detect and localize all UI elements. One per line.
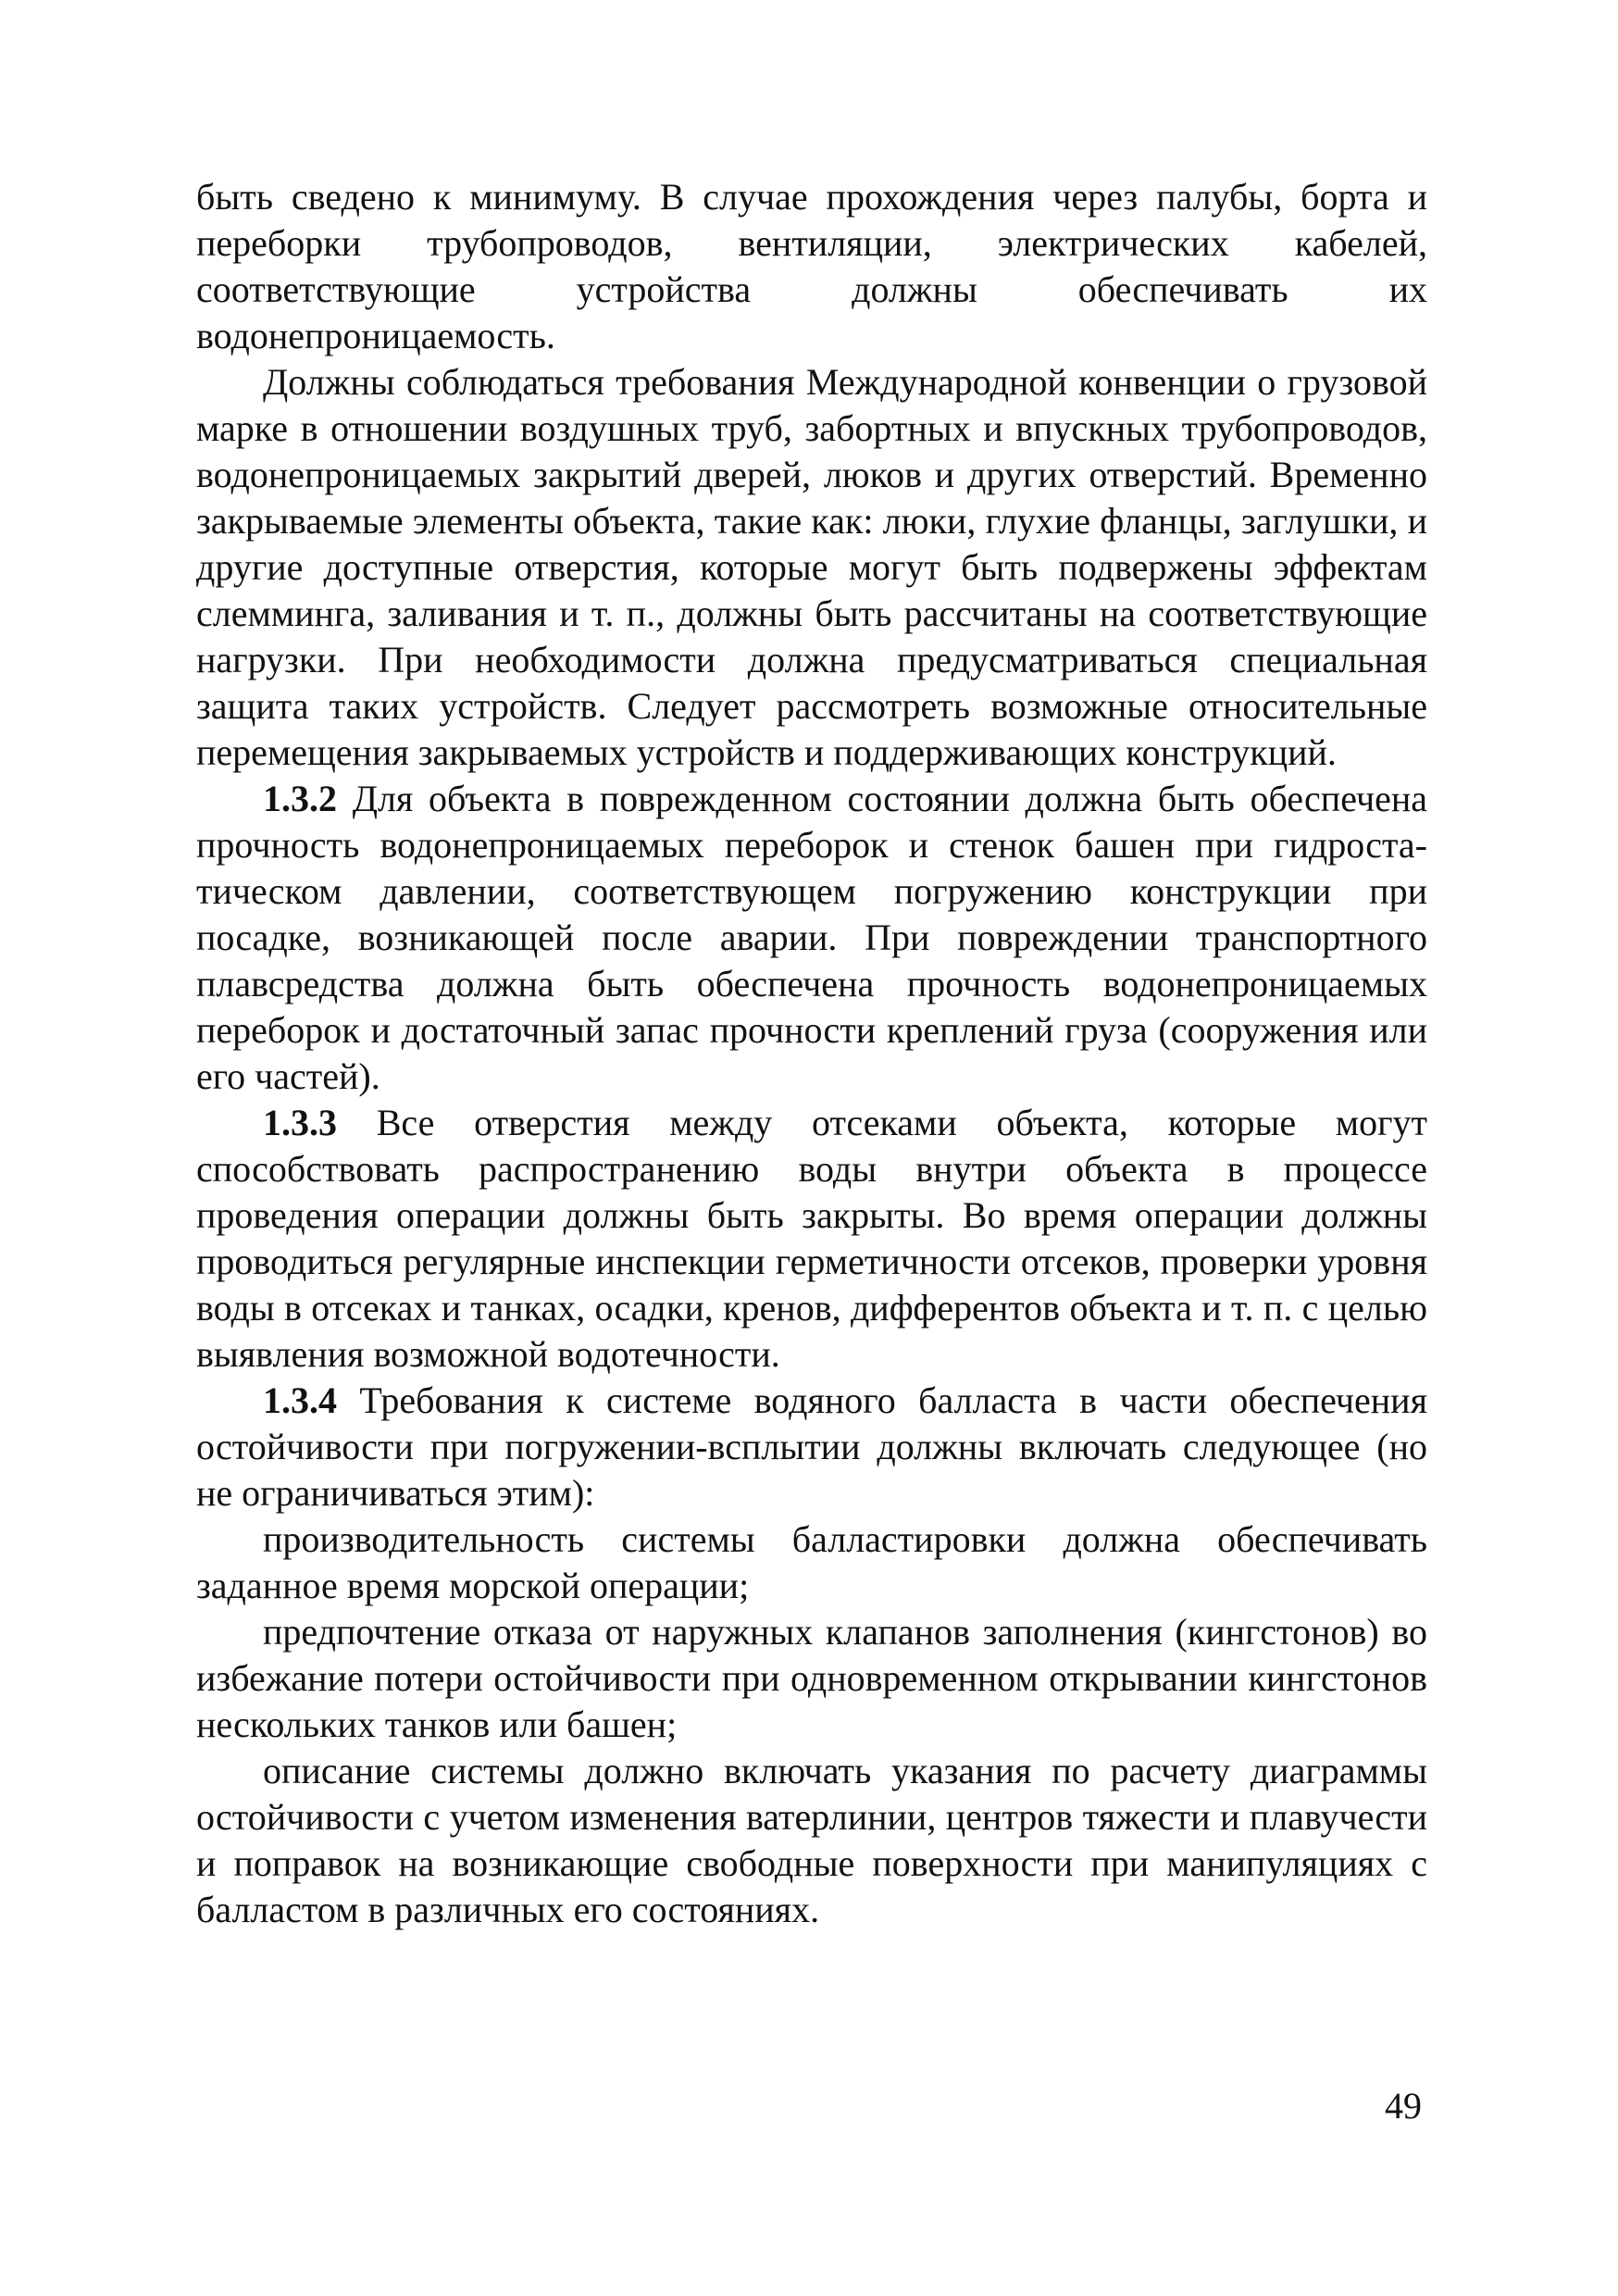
section-number: 1.3.2	[263, 778, 337, 819]
paragraph-text: производительность системы балластировки должна обеспечивать заданное время морской операции;	[196, 1518, 1427, 1606]
paragraph-continuation	[196, 174, 1427, 359]
paragraph-text: Для объекта в поврежденном состоянии должна быть обеспечена прочность водонепроницаемых переборок и стенок башен при гидростатическом давлении, соответствующем погружению конструкции при посадке, возникающей после аварии. При повреждении транспортного плавсредства должна быть обеспечена прочность водонепроницаемых переборок и достаточный запас прочности креплений груза (сооружения или его частей).	[196, 778, 1427, 1097]
section-number: 1.3.3	[263, 1102, 337, 1143]
body-text	[196, 174, 1427, 1933]
paragraph-text: Должны соблюдаться требования Международной конвенции о грузовой марке в отношении воздушных труб, забортных и впускных трубопроводов, водонепроницаемых закрытий дверей, люков и других отверстий. Временно закрываемые элементы объекта, такие как: люки, глухие фланцы, заглушки, и другие доступные отверстия, которые могут быть подвержены эффектам слемминга, заливания и т. п., должны быть рассчитаны на соответствующие нагрузки. При необходимости должна предусматриваться специальная защита таких устройств. Следует рассмотреть возможные относительные перемещения закрываемых устройств и поддерживающих конструкций.	[196, 361, 1427, 773]
paragraph-text: предпочтение отказа от наружных клапанов заполнения (кингстонов) во избежание потери остойчивости при одновременном открывании кингстонов нескольких танков или башен;	[196, 1611, 1427, 1745]
list-item-stability-diagram	[196, 1748, 1427, 1933]
paragraph-1-3-3	[196, 1100, 1427, 1378]
paragraph-text: Все отверстия между отсеками объекта, которые могут способствовать распространению воды внутри объекта в процессе проведения операции должны быть закрыты. Во время операции должны проводиться регулярные инспекции герметичности отсеков, проверки уровня воды в отсеках и танках, осадки, кренов, дифферентов объекта и т. п. с целью выявления возможной водотечности.	[196, 1102, 1427, 1375]
paragraph-load-line-requirements	[196, 359, 1427, 776]
paragraph-text: Требования к системе водяного балласта в части обеспечения остойчивости при погружении-всплытии должны включать следующее (но не ограничиваться этим):	[196, 1379, 1427, 1514]
list-item-kingston-valves	[196, 1609, 1427, 1748]
paragraph-1-3-2	[196, 776, 1427, 1100]
paragraph-text: быть сведено к минимуму. В случае прохождения через палубы, борта и переборки трубопроводов, вентиляции, электрических кабелей, соответствующие устройства должны обеспечивать их водонепроницаемость.	[196, 176, 1427, 356]
paragraph-1-3-4	[196, 1378, 1427, 1516]
paragraph-text: описание системы должно включать указания по расчету диаграммы остойчивости с учетом изменения ватерлинии, центров тяжести и плавучести и поправок на возникающие свободные поверхности при манипуляциях с балластом в различных его состояниях.	[196, 1750, 1427, 1930]
section-number: 1.3.4	[263, 1379, 337, 1421]
page-number: 49	[1385, 2085, 1422, 2127]
list-item-ballast-capacity	[196, 1516, 1427, 1609]
